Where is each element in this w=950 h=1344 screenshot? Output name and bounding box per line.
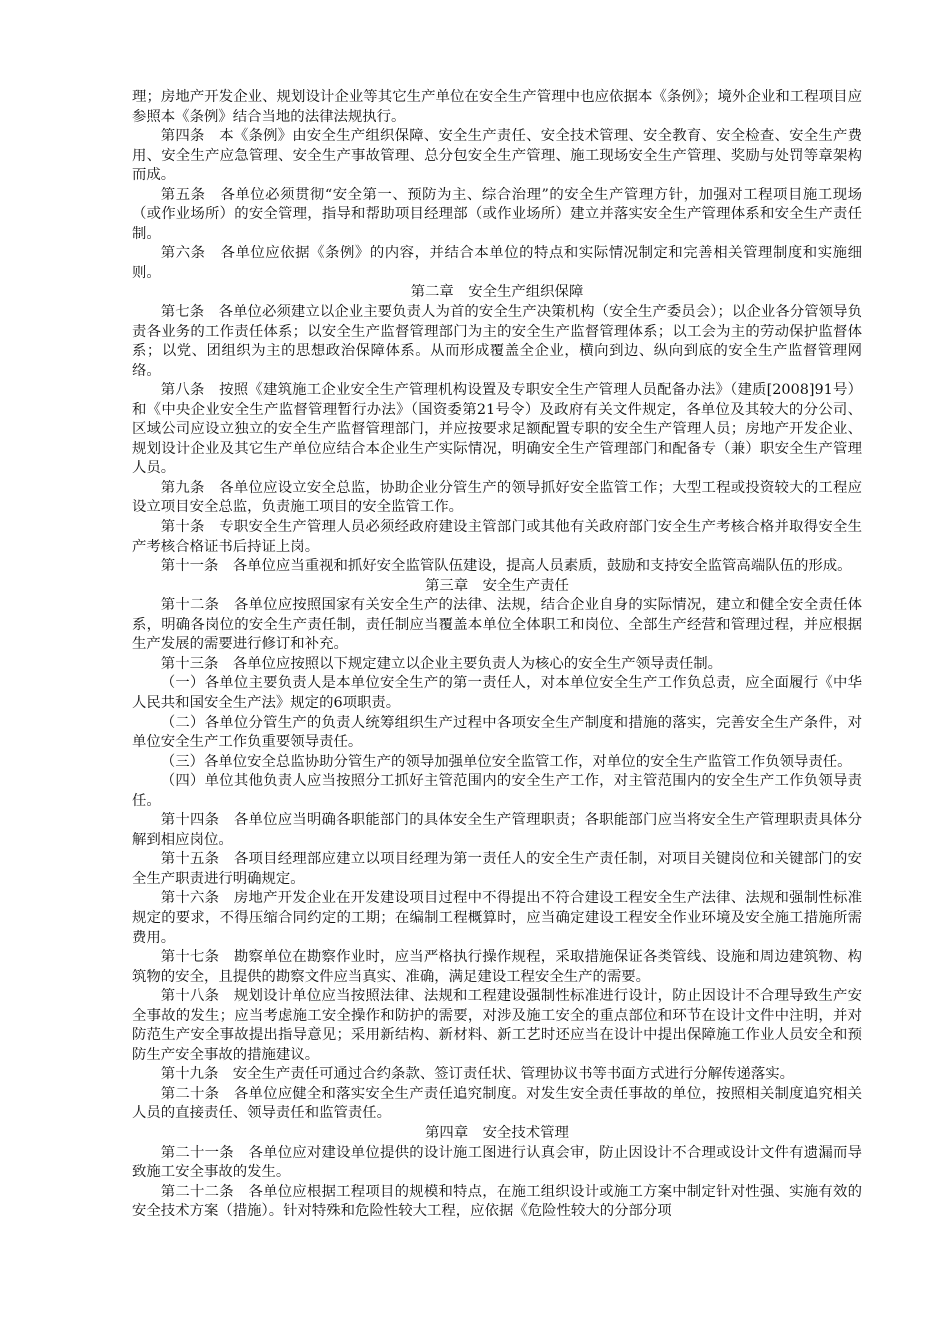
- article-paragraph: 第十五条 各项目经理部应建立以项目经理为第一责任人的安全生产责任制，对项目关键岗位和关键部门的安全生产职责进行明确规定。: [132, 851, 862, 887]
- article-paragraph: （二）各单位分管生产的负责人统筹组织生产过程中各项安全生产制度和措施的落实，完善安全生产条件，对单位安全生产工作负重要领导责任。: [132, 714, 862, 751]
- chapter-heading: 第二章 安全生产组织保障: [410, 284, 584, 301]
- article-paragraph: 第八条 按照《建筑施工企业安全生产管理机构设置及专职安全生产管理人员配备办法》（建质[2008]91号）和《中央企业安全生产监督管理暂行办法》（国资委第21号令）及政府有关文件规定，各单位及其较大的分公司、区域公司应设立独立的安全生产监督管理部门，并应按要求足额配置专职的安全生产管理人员；房地产开发企业、规划设计企业及其它生产单位应结合本企业生产实际情况，明确安全生产管理部门和配备专（兼）职安全生产管理人员。: [132, 382, 862, 477]
- chapter-heading: 第三章 安全生产责任: [425, 577, 569, 594]
- article-paragraph: （一）各单位主要负责人是本单位安全生产的第一责任人，对本单位安全生产工作负总责，应全面履行《中华人民共和国安全生产法》规定的6项职责。: [132, 675, 862, 711]
- article-paragraph: 第十七条 勘察单位在勘察作业时，应当严格执行操作规程，采取措施保证各类管线、设施和周边建筑物、构筑物的安全，且提供的勘察文件应当真实、准确，满足建设工程安全生产的需要。: [132, 949, 862, 985]
- article-paragraph: （三）各单位安全总监协助分管生产的领导加强单位安全监管工作，对单位的安全生产监管工作负领导责任。: [160, 753, 852, 770]
- chapter-heading: 第四章 安全技术管理: [425, 1124, 569, 1141]
- article-paragraph: 第十八条 规划设计单位应当按照法律、法规和工程建设强制性标准进行设计，防止因设计不合理导致生产安全事故的发生；应当考虑施工安全操作和防护的需要，对涉及施工安全的重点部位和环节在设计文件中注明，并对防范生产安全事故提出指导意见；采用新结构、新材料、新工艺时还应当在设计中提出保障施工作业人员安全和预防生产安全事故的措施建议。: [132, 988, 862, 1063]
- article-paragraph: 第十三条 各单位应按照以下规定建立以企业主要负责人为核心的安全生产领导责任制。: [160, 655, 723, 672]
- article-paragraph: 第十四条 各单位应当明确各职能部门的具体安全生产管理职责；各职能部门应当将安全生产管理职责具体分解到相应岗位。: [132, 812, 862, 848]
- article-paragraph: 第二十二条 各单位应根据工程项目的规模和特点，在施工组织设计或施工方案中制定针对性强、实施有效的安全技术方案（措施）。针对特殊和危险性较大工程，应依据《危险性较大的分部分项: [132, 1183, 862, 1220]
- article-paragraph: 第十九条 安全生产责任可通过合约条款、签订责任状、管理协议书等书面方式进行分解传递落实。: [160, 1066, 794, 1083]
- article-paragraph: （四）单位其他负责人应当按照分工抓好主管范围内的安全生产工作，对主管范围内的安全生产工作负领导责任。: [132, 773, 862, 809]
- document-body: [132, 88, 862, 1222]
- article-paragraph: 理；房地产开发企业、规划设计企业等其它生产单位在安全生产管理中也应依据本《条例》；境外企业和工程项目应参照本《条例》结合当地的法律法规执行。: [132, 89, 862, 125]
- article-paragraph: 第二十条 各单位应健全和落实安全生产责任追究制度。对发生安全责任事故的单位，按照相关制度追究相关人员的直接责任、领导责任和监管责任。: [132, 1085, 862, 1122]
- article-paragraph: 第十条 专职安全生产管理人员必须经政府建设主管部门或其他有关政府部门安全生产考核合格并取得安全生产考核合格证书后持证上岗。: [132, 519, 862, 555]
- article-paragraph: 第十一条 各单位应当重视和抓好安全监管队伍建设，提高人员素质，鼓励和支持安全监管高端队伍的形成。: [160, 558, 852, 575]
- article-paragraph: 第五条 各单位必须贯彻“安全第一、预防为主、综合治理”的安全生产管理方针，加强对工程项目施工现场（或作业场所）的安全管理，指导和帮助项目经理部（或作业场所）建立并落实安全生产管理体系和安全生产责任制。: [132, 186, 862, 242]
- article-paragraph: 第二十一条 各单位应对建设单位提供的设计施工图进行认真会审，防止因设计不合理或设计文件有遗漏而导致施工安全事故的发生。: [132, 1144, 862, 1181]
- article-paragraph: 第十二条 各单位应按照国家有关安全生产的法律、法规，结合企业自身的实际情况，建立和健全安全责任体系，明确各岗位的安全生产责任制，责任制应当覆盖本单位全体职工和岗位、全部生产经营和管理过程，并应根据生产发展的需要进行修订和补充。: [132, 597, 862, 653]
- article-paragraph: 第七条 各单位必须建立以企业主要负责人为首的安全生产决策机构（安全生产委员会）；以企业各分管领导负责各业务的工作责任体系；以安全生产监督管理部门为主的安全生产监督管理体系；以工会为主的劳动保护监督体系；以党、团组织为主的思想政治保障体系。从而形成覆盖全企业，横向到边、纵向到底的安全生产监督管理网络。: [132, 304, 862, 379]
- article-paragraph: 第九条 各单位应设立安全总监，协助企业分管生产的领导抓好安全监管工作；大型工程或投资较大的工程应设立项目安全总监，负责施工项目的安全监管工作。: [132, 479, 862, 516]
- article-paragraph: 第六条 各单位应依据《条例》的内容，并结合本单位的特点和实际情况制定和完善相关管理制度和实施细则。: [132, 245, 862, 281]
- article-paragraph: 第十六条 房地产开发企业在开发建设项目过程中不得提出不符合建设工程安全生产法律、法规和强制性标准规定的要求，不得压缩合同约定的工期；在编制工程概算时，应当确定建设工程安全作业环境及安全施工措施所需费用。: [132, 890, 862, 946]
- article-paragraph: 第四条 本《条例》由安全生产组织保障、安全生产责任、安全技术管理、安全教育、安全检查、安全生产费用、安全生产应急管理、安全生产事故管理、总分包安全生产管理、施工现场安全生产管理、奖励与处罚等章架构而成。: [132, 128, 862, 184]
